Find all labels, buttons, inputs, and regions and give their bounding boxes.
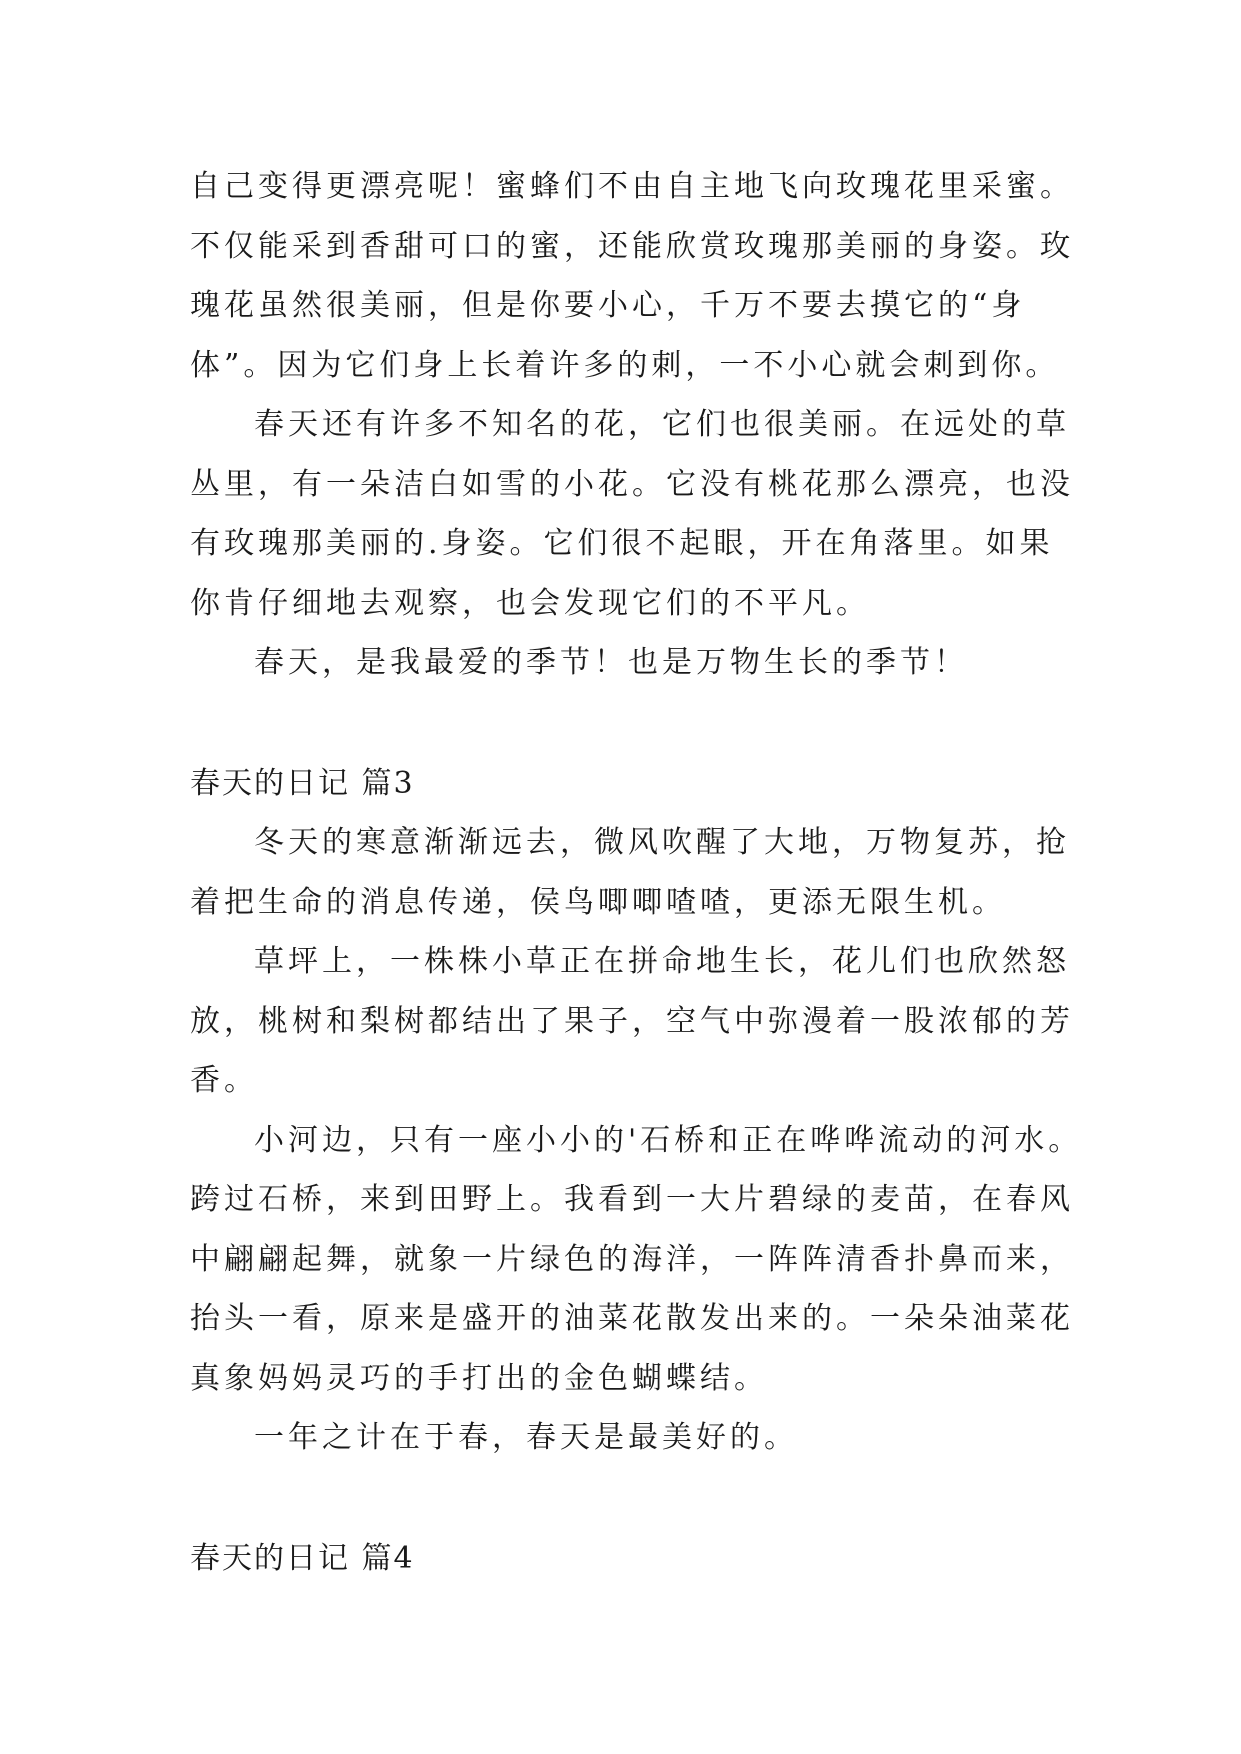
section-heading-4 [190, 1529, 1070, 1589]
paragraph-lawn [190, 932, 1074, 1111]
text-line: 真象妈妈灵巧的手打出的金色蝴蝶结。 [190, 1360, 768, 1396]
heading-text: 春天的日记 篇4 [190, 1540, 415, 1576]
heading-text: 春天的日记 篇3 [190, 765, 415, 801]
text-line: 一年之计在于春，春天是最美好的。 [254, 1420, 798, 1455]
paragraph-rose-thorns [190, 157, 1074, 395]
text-line: 中翩翩起舞，就象一片绿色的海洋，一阵阵清香扑鼻而来， [190, 1241, 1074, 1277]
text-line: 自己变得更漂亮呢！蜜蜂们不由自主地飞向玫瑰花里采蜜。 [190, 169, 1074, 204]
text-line: 春天，是我最爱的季节！也是万物生长的季节！ [254, 645, 968, 680]
paragraph-unknown-flowers [190, 395, 1074, 633]
text-line: 丛里，有一朵洁白如雪的小花。它没有桃花那么漂亮，也没 [190, 466, 1074, 502]
text-line: 不仅能采到香甜可口的蜜，还能欣赏玫瑰那美丽的身姿。玫 [190, 228, 1074, 264]
paragraph-river-bank [190, 1111, 1083, 1409]
document-body [190, 157, 1083, 1588]
text-line: 着把生命的消息传递，侯鸟唧唧喳喳，更添无限生机。 [190, 884, 1006, 920]
text-line: 有玫瑰那美丽的.身姿。它们很不起眼，开在角落里。如果 [190, 526, 1054, 561]
text-line: 跨过石桥，来到田野上。我看到一大片碧绿的麦苗，在春风 [190, 1182, 1074, 1217]
text-line: 体”。因为它们身上长着许多的刺，一不小心就会刺到你。 [190, 347, 1060, 383]
text-line: 香。 [190, 1063, 258, 1098]
text-line: 你肯仔细地去观察，也会发现它们的不平凡。 [190, 585, 870, 621]
text-line: 小河边，只有一座小小的'石桥和正在哗哗流动的河水。 [254, 1122, 1083, 1158]
text-line: 瑰花虽然很美丽，但是你要小心，千万不要去摸它的“身 [190, 288, 1026, 323]
section-heading-3 [190, 754, 1070, 814]
text-line: 放，桃树和梨树都结出了果子，空气中弥漫着一股浓郁的芳 [190, 1003, 1074, 1039]
text-line: 抬头一看，原来是盛开的油菜花散发出来的。一朵朵油菜花 [190, 1301, 1074, 1336]
paragraph-spring-best [190, 1408, 1070, 1468]
paragraph-winter-fades [190, 813, 1070, 932]
text-line: 春天还有许多不知名的花，它们也很美丽。在远处的草 [254, 407, 1070, 442]
text-line: 冬天的寒意渐渐远去，微风吹醒了大地，万物复苏，抢 [254, 825, 1070, 860]
paragraph-favorite-season [190, 633, 1070, 693]
text-line: 草坪上，一株株小草正在拼命地生长，花儿们也欣然怒 [254, 944, 1070, 979]
